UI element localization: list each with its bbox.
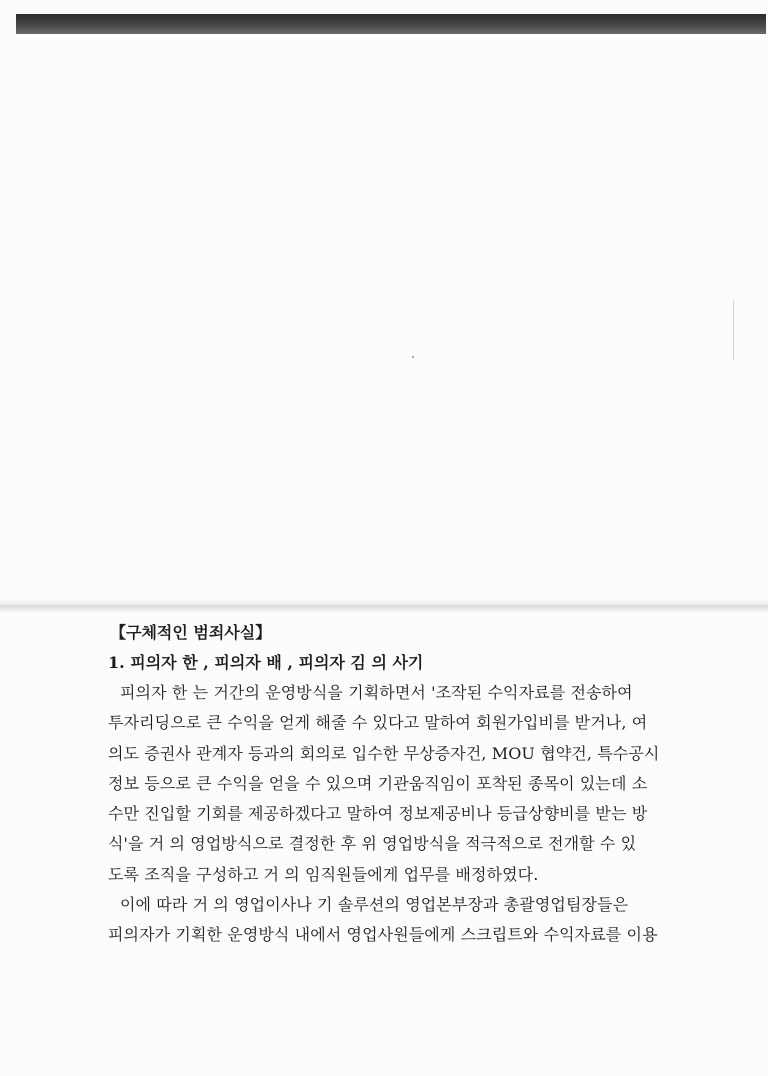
paragraph-line: 도록 조직을 구성하고 거 의 임직원들에게 업무를 배정하였다.	[108, 864, 539, 884]
paragraph-line: 수만 진입할 기회를 제공하겠다고 말하여 정보제공비나 등급상향비를 받는 방	[108, 804, 648, 824]
paragraph-1	[108, 678, 712, 890]
item-heading: 1. 피의자 한 , 피의자 배 , 피의자 김 의 사기	[108, 653, 424, 672]
paper-fold-line	[0, 598, 768, 612]
scan-speck	[412, 356, 414, 358]
paragraph-2	[108, 890, 712, 951]
paragraph-line: 투자리딩으로 큰 수익을 얻게 해줄 수 있다고 말하여 회원가입비를 받거나, 여	[108, 713, 648, 733]
paragraph-line: 이에 따라 거 의 영업이사나 기 솔루션의 영업본부장과 총괄영업팀장들은	[120, 895, 629, 915]
paragraph-line: 식'을 거 의 영업방식으로 결정한 후 위 영업방식을 적극적으로 전개할 수 있	[108, 834, 637, 854]
section-heading: 【구체적인 범죄사실】	[110, 623, 272, 642]
scan-streak	[733, 300, 734, 360]
document-body	[108, 618, 712, 951]
paragraph-line: 피의자 한 는 거간의 운영방식을 기획하면서 '조작된 수익자료를 전송하여	[120, 683, 633, 702]
paragraph-line: 정보 등으로 큰 수익을 얻을 수 있으며 기관움직임이 포착된 종목이 있는데 소	[108, 773, 648, 793]
paragraph-line: 의도 증권사 관계자 등과의 회의로 입수한 무상증자건, MOU 협약건, 특수공시	[108, 743, 660, 763]
scan-top-edge-bar	[16, 14, 766, 34]
paragraph-line: 피의자가 기획한 운영방식 내에서 영업사원들에게 스크립트와 수익자료를 이용	[108, 925, 658, 945]
